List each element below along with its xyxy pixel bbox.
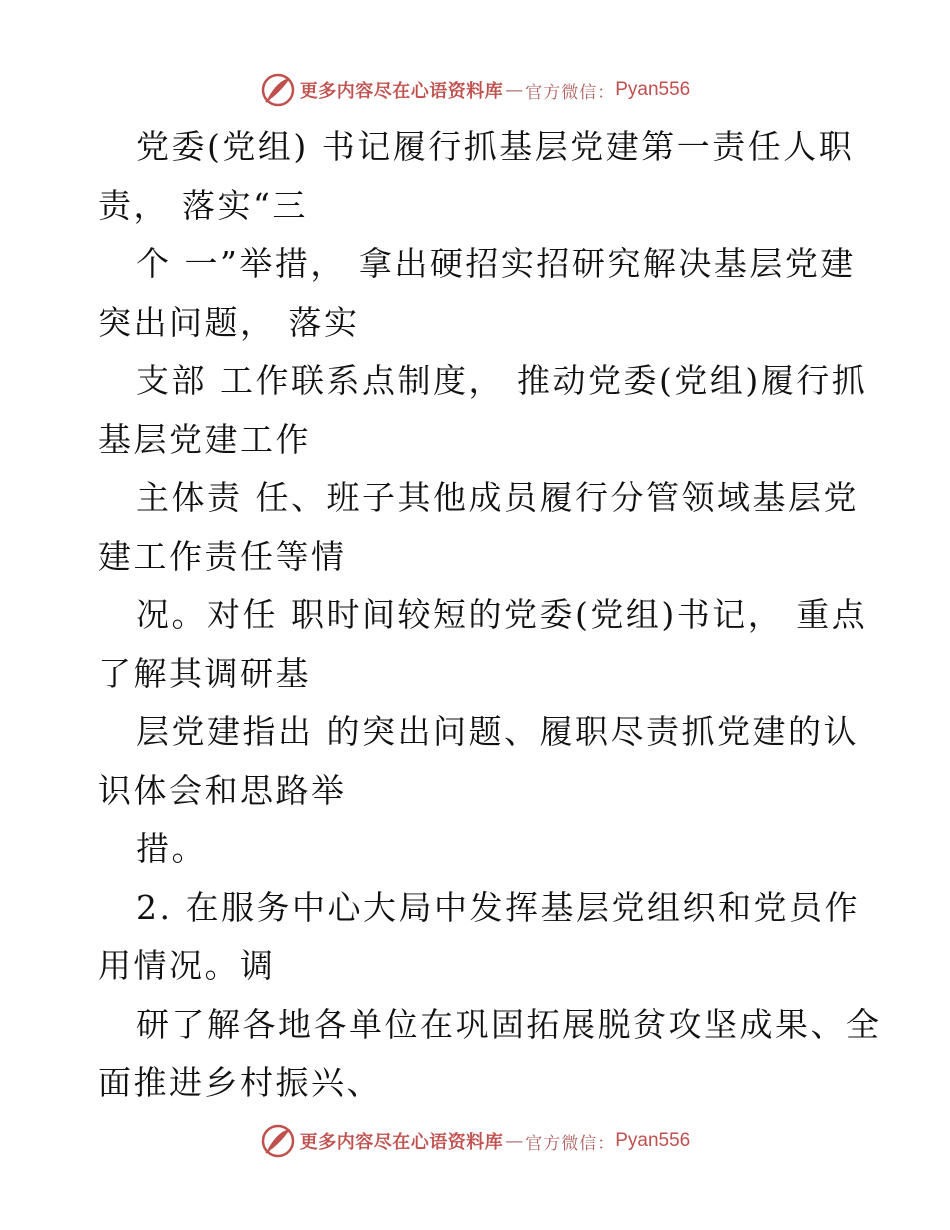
text-line: 突出问题， 落实 — [98, 302, 360, 342]
text-line: 用情况。调 — [98, 946, 276, 985]
text-line: 责， 落实“三 — [98, 185, 308, 225]
text-line: 党委(党组) 书记履行抓基层党建第一责任人职 — [136, 127, 855, 166]
text-line: 基层党建工作 — [98, 419, 311, 459]
wechat-account: Pyan556 — [615, 79, 691, 100]
text-line: 主体责 任、班子其他成员履行分管领域基层党 — [136, 478, 859, 517]
header-banner — [0, 70, 950, 110]
text-line: 层党建指出 的突出问题、履职尽责抓党建的认 — [136, 712, 859, 751]
footer-banner — [0, 1121, 950, 1161]
text-line: 面推进乡村振兴、 — [98, 1063, 382, 1102]
text-line: 措。 — [136, 829, 207, 868]
document-body — [98, 118, 882, 1113]
wechat-account: Pyan556 — [615, 1130, 691, 1151]
separator-dash: — — [505, 79, 524, 101]
promo-text: 更多内容尽在心语资料库 — [299, 1132, 504, 1153]
quill-logo-icon — [260, 72, 296, 108]
separator-dash: — — [505, 1130, 524, 1152]
text-line: 个 一”举措， 拿出硬招实招研究解决基层党建 — [136, 244, 856, 283]
text-line: 况。对任 职时间较短的党委(党组)书记， 重点 — [136, 595, 868, 634]
wechat-label: 官方微信： — [525, 1133, 616, 1154]
text-line: 2. 在服务中心大局中发挥基层党组织和党员作 — [136, 887, 860, 927]
quill-logo-icon — [260, 1123, 296, 1159]
text-line: 支部 工作联系点制度， 推动党委(党组)履行抓 — [136, 361, 868, 400]
wechat-label: 官方微信： — [525, 82, 616, 103]
text-line: 识体会和思路举 — [98, 770, 347, 810]
text-line: 研了解各地各单位在巩固拓展脱贫攻坚成果、全 — [136, 1004, 882, 1044]
text-line: 了解其调研基 — [98, 653, 311, 693]
text-line: 建工作责任等情 — [98, 536, 347, 576]
promo-text: 更多内容尽在心语资料库 — [299, 81, 504, 102]
